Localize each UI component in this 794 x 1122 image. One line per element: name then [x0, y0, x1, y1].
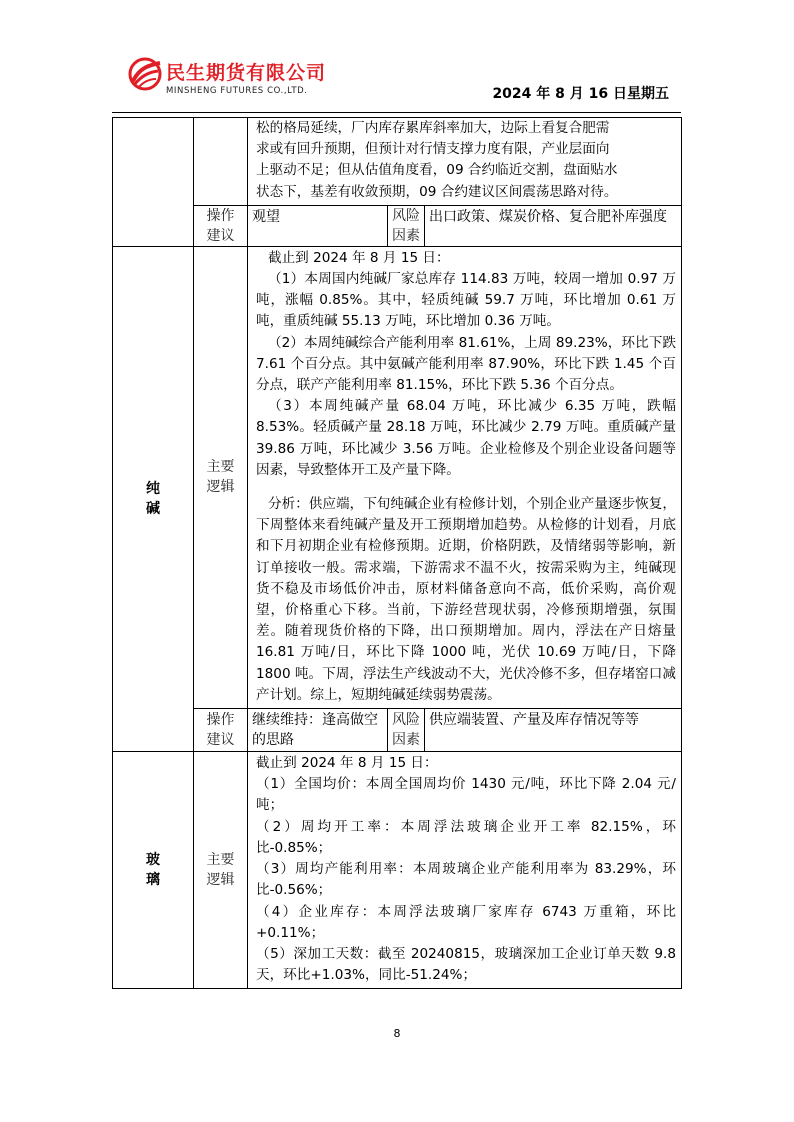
fertilizer-op-row: [113, 205, 682, 246]
company-name-en: MINSHENG FUTURES CO.,LTD.: [166, 86, 308, 96]
risk-factor-value: 出口政策、煤炭价格、复合肥补库强度: [425, 205, 682, 246]
minsheng-logo-icon: [128, 57, 162, 91]
soda-ash-logic-row: [113, 246, 682, 708]
fertilizer-logic-row: [113, 118, 682, 206]
risk-factor-label: 风险 因素: [388, 205, 425, 246]
logic-paragraph: （2）本周纯碱综合产能利用率 81.61%，上周 89.23%，环比下跌 7.61 个百分点。其中氨碱产能利用率 87.90%，环比下跌 1.45 个百分点，联产产能利用率 81.15%，环比下跌 5.36 个百分点。: [256, 334, 676, 394]
fertilizer-line: 状态下，基差有收敛预期，09 合约建议区间震荡思路对待。: [256, 183, 618, 200]
logic-paragraph: （4）企业库存：本周浮法玻璃厂家库存 6743 万重箱，环比+0.11%；: [256, 903, 676, 941]
logic-paragraph: 截止到 2024 年 8 月 15 日：: [268, 249, 450, 266]
glass-category: 玻 璃: [113, 752, 194, 989]
soda-ash-category: 纯 碱: [113, 246, 194, 751]
op-suggestion-value: 观望: [248, 205, 388, 246]
fertilizer-logic-text: [248, 118, 682, 206]
logic-paragraph: （2）周均开工率：本周浮法玻璃企业开工率 82.15%，环比-0.85%；: [256, 818, 676, 856]
glass-logic-text: [248, 752, 682, 989]
op-suggestion-label: 操作 建议: [194, 709, 248, 752]
risk-factor-label: 风险 因素: [388, 709, 425, 752]
report-date: 2024 年 8 月 16 日星期五: [492, 86, 669, 102]
logic-paragraph: 截止到 2024 年 8 月 15 日：: [256, 755, 438, 772]
header-divider: [112, 112, 681, 113]
fertilizer-category-cell: [113, 118, 194, 247]
logic-paragraph: （1）全国均价：本周全国周均价 1430 元/吨，环比下降 2.04 元/吨；: [256, 776, 676, 814]
logic-paragraph: （3）本周纯碱产量 68.04 万吨，环比减少 6.35 万吨，跌幅 8.53%。轻质碱产量 28.18 万吨，环比减少 2.79 万吨。重质碱产量 39.86 万吨，环比减少 3.56 万吨。企业检修及个别企业设备问题等因素，导致整体开工及产量下降。: [256, 398, 676, 478]
main-logic-label: 主要 逻辑: [194, 246, 248, 708]
company-name-cn: 民生期货有限公司: [166, 62, 327, 84]
fertilizer-logic-label-cell: [194, 118, 248, 206]
op-suggestion-label: 操作 建议: [194, 205, 248, 246]
fertilizer-line: 上驱动不足；但从估值角度看，09 合约临近交割，盘面贴水: [256, 162, 618, 179]
logic-paragraph: （3）周均产能利用率：本周玻璃企业产能利用率为 83.29%，环比-0.56%；: [256, 861, 676, 899]
report-table: [112, 117, 682, 989]
fertilizer-line: 松的格局延续，厂内库存累库斜率加大，边际上看复合肥需: [256, 120, 610, 136]
analysis-paragraph: 分析：供应端，下旬纯碱企业有检修计划，个别企业产量逐步恢复，下周整体来看纯碱产量及开工预期增加趋势。从检修的计划看，月底和下月初期企业有检修预期。近期，价格阴跌，及情绪弱等影响，新订单接收一般。需求端，下游需求不温不火，按需采购为主，纯碱现货不稳及市场低价冲击，原材料储备意向不高，低价采购，高价观望，价格重心下移。当前，下游经营现状弱，冷修预期增强，氛围差。随着现货价格的下降，出口预期增加。周内，浮法在产日熔量 16.81 万吨/日，环比下降 1000 吨，光伏 10.69 万吨/日，下降 1800 吨。下周，浮法生产线波动不大，光伏冷修不多，但存堵窑口减产计划。综上，短期纯碱延续弱势震荡。: [256, 496, 676, 703]
fertilizer-line: 求或有回升预期，但预计对行情支撑力度有限，产业层面向: [256, 141, 610, 158]
risk-factor-value: 供应端装置、产量及库存情况等等: [425, 709, 682, 752]
main-logic-label: 主要 逻辑: [194, 752, 248, 989]
op-suggestion-value: 继续维持：逢高做空的思路: [248, 709, 388, 752]
logic-paragraph: （1）本周国内纯碱厂家总库存 114.83 万吨，较周一增加 0.97 万吨，涨幅 0.85%。其中，轻质纯碱 59.7 万吨，环比增加 0.61 万吨，重质纯碱 55.13 万吨，环比增加 0.36 万吨。: [256, 271, 676, 330]
glass-logic-row: [113, 752, 682, 989]
soda-ash-op-row: [113, 709, 682, 752]
page-number: 8: [393, 1027, 401, 1040]
logic-paragraph: （5）深加工天数：截至 20240815，玻璃深加工企业订单天数 9.8 天，环比+1.03%，同比-51.24%；: [256, 945, 676, 984]
soda-ash-logic-text: [248, 246, 682, 708]
page-header: [0, 0, 794, 112]
